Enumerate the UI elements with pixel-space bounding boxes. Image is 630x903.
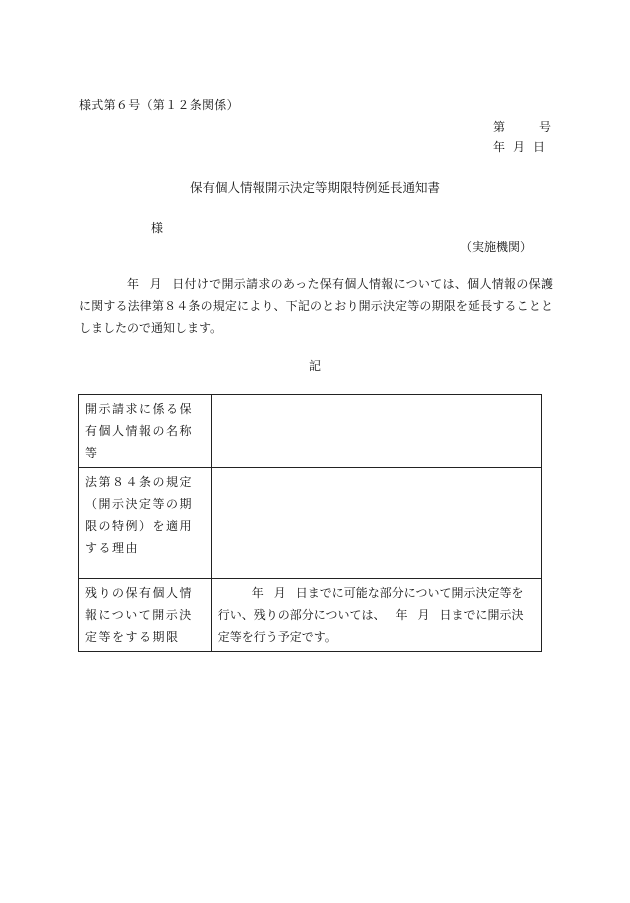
body-text: 日付けで開示請求のあった保有個人情報については、個人情報の保護に関する法律第８４条の規定により、下記のとおり開示決定等の期限を延長することとしましたので通知します。 [79,277,553,335]
deadline-year-2: 年 [395,608,408,622]
body-month: 月 [149,277,162,291]
row-value-reason [211,468,541,579]
date-month: 月 [513,140,526,154]
date-day: 日 [533,140,546,154]
notice-table [78,394,542,652]
deadline-month-1: 月 [273,586,286,600]
deadline-month-2: 月 [417,608,430,622]
row-label-deadline: 残りの保有個人情報について開示決定等をする期限 [79,579,212,652]
deadline-text-1: 日までに可能な部分について開示決定等を行い、残りの部分については、 [217,586,524,622]
addressee: 様 [151,221,164,235]
row-label-info-name: 開示請求に係る保有個人情報の名称等 [79,395,212,468]
number-prefix: 第 [493,120,506,134]
deadline-text-2: 日までに開示決定等を行う予定です。 [217,608,524,644]
ki-heading: 記 [308,359,321,373]
row-value-info-name [211,395,541,468]
number-suffix: 号 [539,120,552,134]
table-row [79,468,542,579]
date-year: 年 [493,140,506,154]
deadline-year-1: 年 [251,586,264,600]
form-number-label: 様式第６号（第１２条関係） [79,98,239,112]
document-number-line [493,118,551,135]
table-row [79,579,542,652]
notice-body [79,273,553,339]
issuing-agency: （実施機関） [460,240,533,254]
row-value-deadline [211,579,541,652]
document-date-line [493,138,545,155]
table-row [79,395,542,468]
row-label-reason: 法第８４条の規定（開示決定等の期限の特例）を適用する理由 [79,468,212,579]
document-title: 保有個人情報開示決定等期限特例延長通知書 [189,180,440,195]
body-year: 年 [127,277,140,291]
